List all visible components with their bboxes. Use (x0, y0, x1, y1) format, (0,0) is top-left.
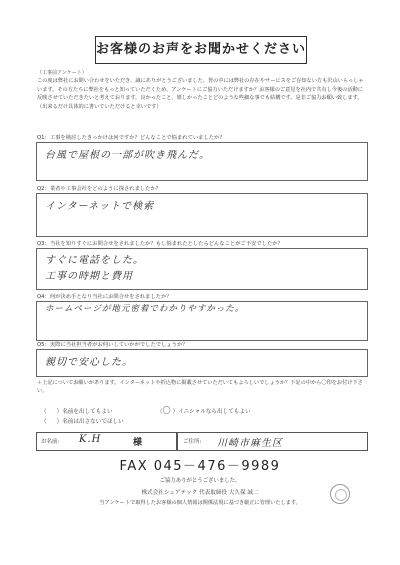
option-name-ok-open-paren: （ (41, 409, 47, 415)
privacy-notice: 当アンケートで取得したお客様の個人情報は関係法規に基づき厳正に管理いたします。 (99, 500, 301, 506)
option-initial-ok[interactable] (157, 407, 251, 415)
intro-text: この度は弊社にお問い合わせをいただき、誠にありがとうございました。皆の中には弊社の存在やサービスをご存知ない方も沢山いらっしゃいます。その方たちに弊社をもっと知っていただくため、アンケートにご協力いただけますか？お客様のご意見を社内で共有し今後の活動に反映させていただきたいと考えております。良かったこと、嬉しかったことどのような些細な事でも結構です。是非ご協力お願い致します。（出来るだけ具体的に書いていただけると幸いです） (37, 78, 364, 110)
company-info: 株式会社シェアテック 代表取締役 大久保 誠二 (141, 490, 259, 496)
question-3-answer: すぐに電話をした。 (45, 255, 144, 266)
question-5-label: Q5：実際に当社担当者がお伺いしていかがでしたでしょうか？ (37, 342, 188, 348)
consent-text: ＋上記についてお願いがあります。インターネットや折込物に掲載させていただいてもよろしいでしょうか？下記の中から〇印をお付け下さい。 (37, 380, 363, 394)
question-2-answer: インターネットで検索 (45, 201, 155, 212)
name-field[interactable] (36, 432, 178, 451)
thanks-text: ご協力ありがとうございました。 (159, 478, 241, 484)
name-address-row (36, 432, 366, 449)
page-title: お客様のお声をお聞かせください (95, 36, 307, 64)
question-3-answer-box (36, 248, 368, 290)
question-4-answer: ホームページが地元密着でわかりやすかった。 (45, 304, 245, 314)
consent-options (37, 407, 357, 427)
option-name-no[interactable] (41, 417, 124, 425)
option-name-no-label: ）名前は出さないでほしい (56, 419, 124, 425)
option-name-no-open-paren: （ (41, 419, 47, 425)
stamp-seal-icon (330, 484, 350, 504)
address-label: ご住所: (183, 439, 202, 445)
fax-number: FAX 045－476－9989 (119, 459, 281, 474)
question-4-answer-box (36, 301, 368, 341)
option-initial-ok-mark: 〇 (162, 406, 171, 415)
name-label: お名前: (41, 439, 60, 445)
option-name-ok[interactable] (41, 407, 113, 415)
address-value: 川崎市麻生区 (217, 438, 283, 449)
name-value: K.H (79, 434, 102, 445)
option-name-ok-label: ）名前を出してもよい (56, 409, 113, 415)
section-label: （工事前アンケート） (37, 70, 87, 76)
option-initial-ok-open-paren: （ (157, 409, 163, 415)
address-field[interactable] (176, 432, 368, 451)
question-5-answer: 親切で安心した。 (45, 357, 133, 368)
option-initial-ok-label: ）イニシャルなら出してもよい (172, 409, 251, 415)
question-2-label: Q2：業者や工事会社をどのように探されましたか？ (37, 186, 162, 192)
question-3-answer-line-2: 工事の時期と費用 (45, 271, 133, 282)
question-1-label: Q1：工事を検討したきっかけは何ですか？どんなことで悩まれていましたか？ (37, 135, 225, 141)
question-2-answer-box (36, 193, 368, 237)
question-3-label: Q3：当社を知りすぐにお問合せをされましたか？もし悩まれたとしたらどんなことがご不安でしたか？ (37, 241, 283, 247)
question-1-answer-box (36, 142, 368, 181)
question-4-label: Q4：何が決め手となり当社にお問合せをされましたか？ (37, 294, 172, 300)
question-1-answer: 台風で屋根の一部が吹き飛んだ。 (45, 150, 210, 161)
question-5-answer-box (36, 349, 368, 377)
name-suffix: 様 (133, 438, 143, 448)
